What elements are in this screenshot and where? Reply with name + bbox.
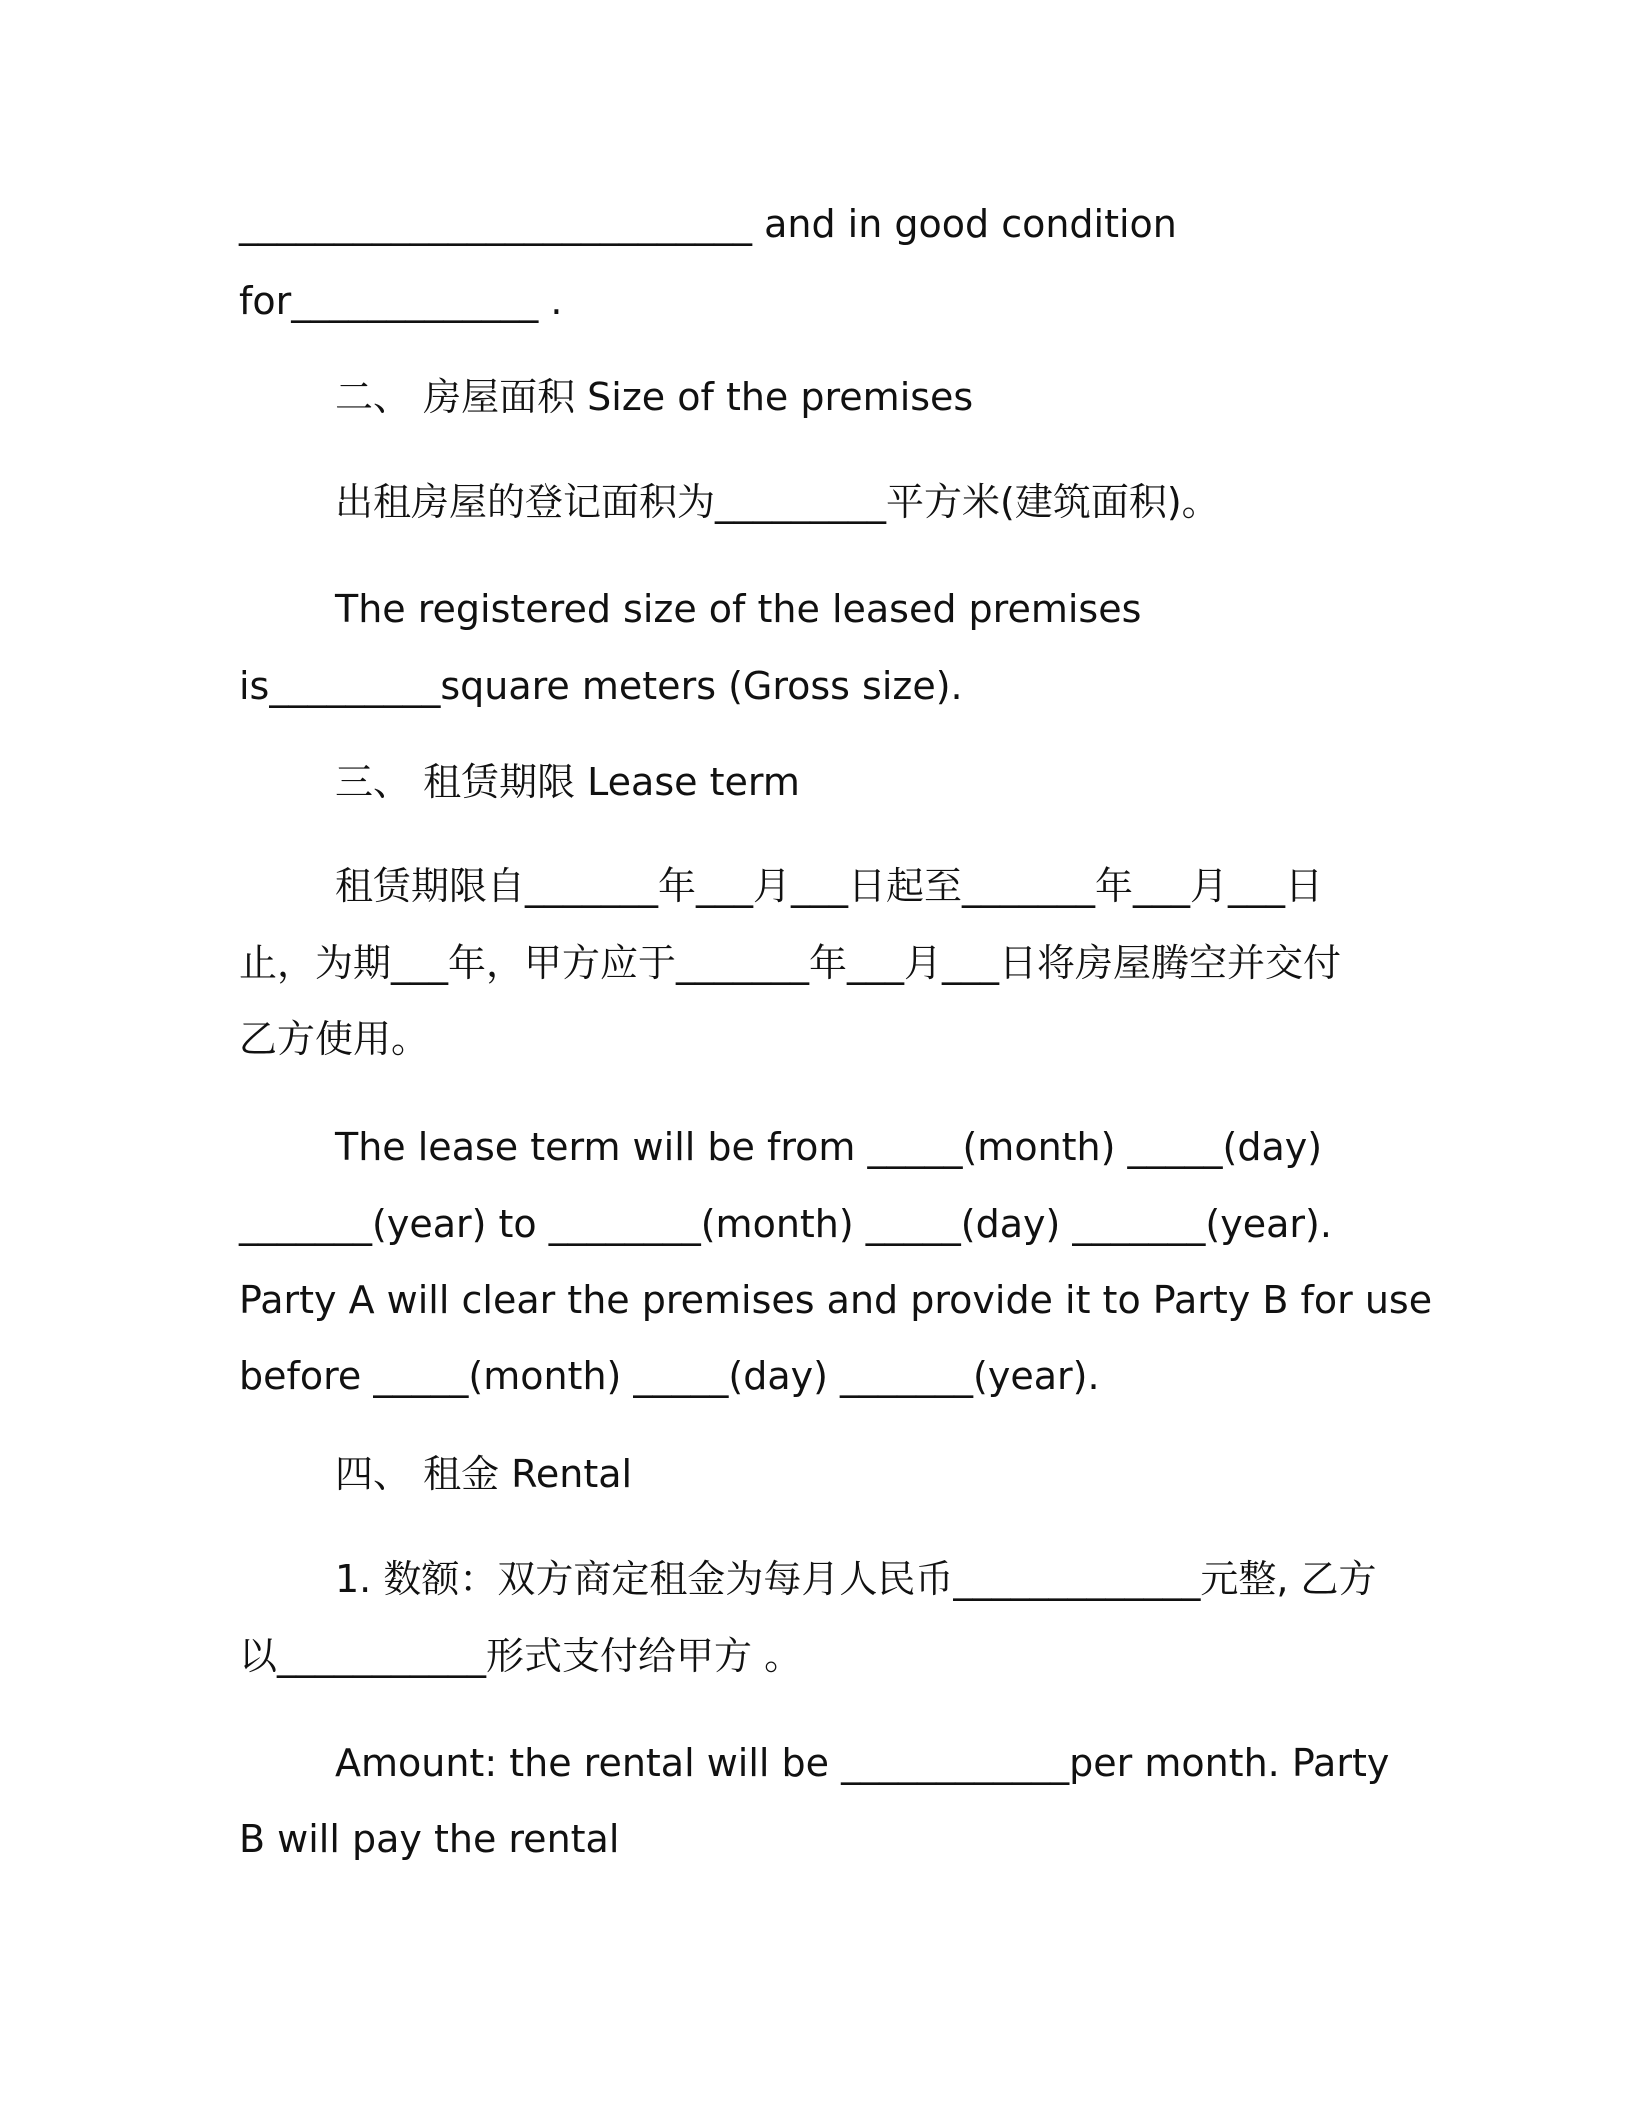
text-line-area-en-1: The registered size of the leased premises — [335, 587, 1142, 631]
text-line-amount-cn-2: 以___________形式支付给甲方 。 — [239, 1634, 803, 1678]
text-line-term-en-3: Party A will clear the premises and provide it to Party B for use — [239, 1278, 1433, 1322]
text-line-term-en-2: _______(year) to ________(month) _____(day) _______(year). — [239, 1202, 1332, 1246]
text-line-amount-en-1: Amount: the rental will be ____________per month. Party — [335, 1741, 1390, 1785]
text-line-term-cn-2: 止，为期___年，甲方应于_______年___月___日将房屋腾空并交付 — [239, 941, 1342, 985]
text-line-term-en-1: The lease term will be from _____(month) _____(day) — [335, 1125, 1323, 1169]
text-line-term-cn-3: 乙方使用。 — [239, 1017, 430, 1061]
text-line-for: for_____________ . — [239, 279, 563, 323]
text-line-area-cn: 出租房屋的登记面积为_________平方米(建筑面积)。 — [335, 480, 1220, 524]
section-heading-lease-term: 三、 租赁期限 Lease term — [335, 760, 800, 804]
text-line-term-cn-1: 租赁期限自_______年___月___日起至_______年___月___日 — [335, 864, 1324, 908]
text-line-term-en-4: before _____(month) _____(day) _______(year). — [239, 1354, 1100, 1398]
section-heading-rental: 四、 租金 Rental — [335, 1452, 633, 1496]
text-line-amount-cn-1: 1. 数额：双方商定租金为每月人民币_____________元整, 乙方 — [335, 1557, 1377, 1601]
section-heading-size: 二、 房屋面积 Size of the premises — [335, 375, 974, 419]
text-line-amount-en-2: B will pay the rental — [239, 1817, 620, 1861]
text-line-condition: ___________________________ and in good condition — [239, 202, 1177, 246]
text-line-area-en-2: is_________square meters (Gross size). — [239, 664, 963, 708]
